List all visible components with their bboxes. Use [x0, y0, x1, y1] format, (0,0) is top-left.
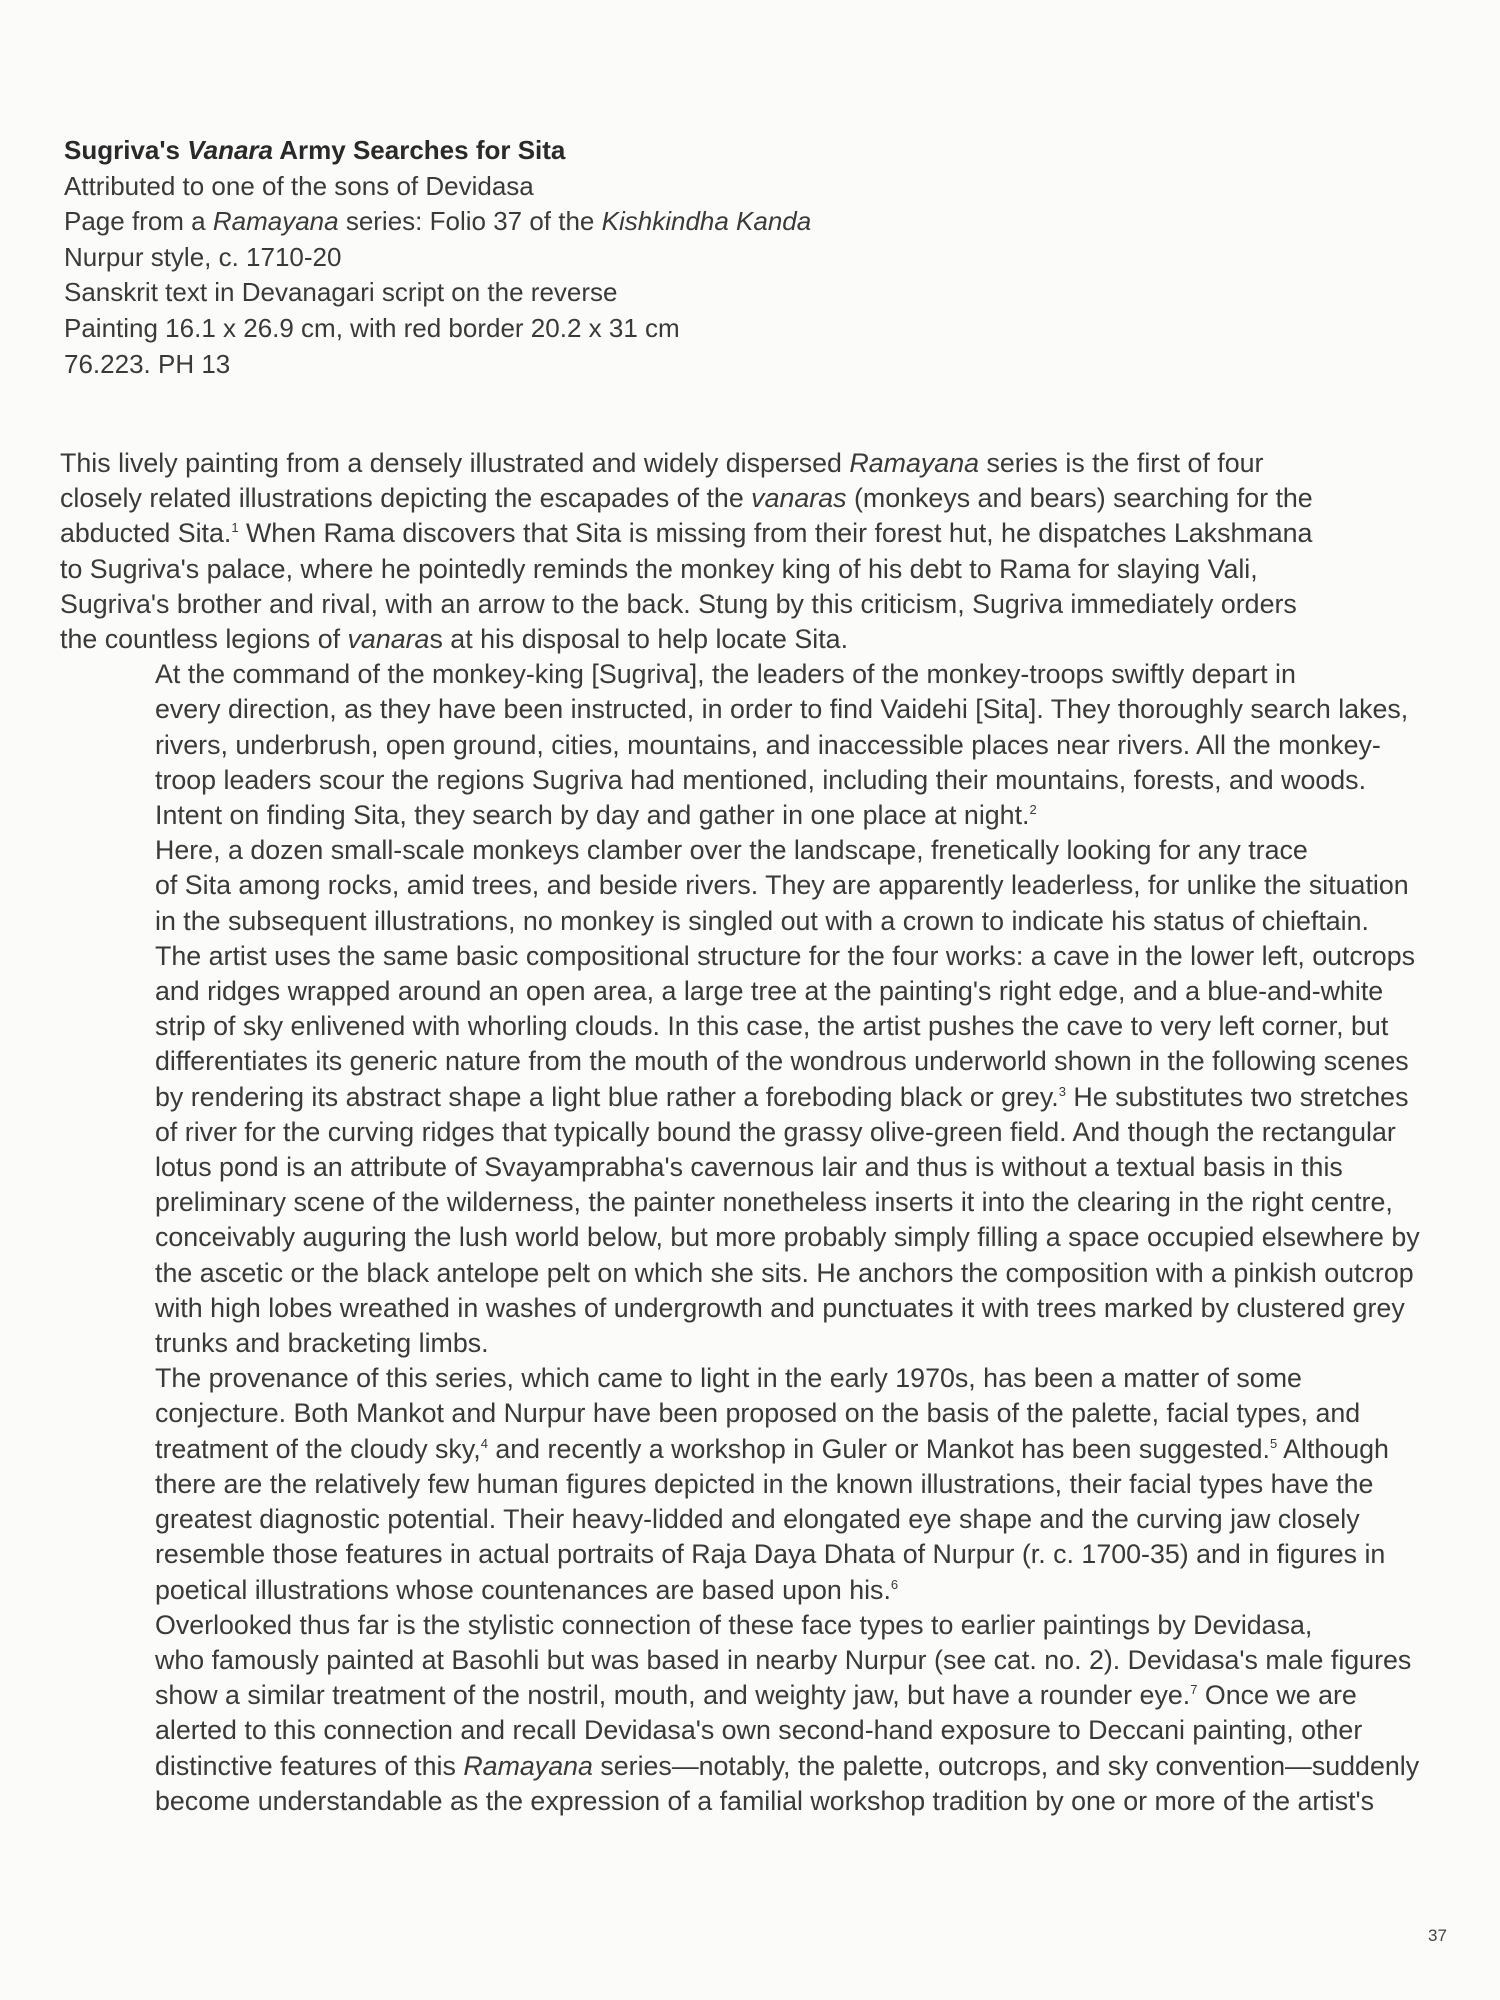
- footnote-ref-1: 1: [231, 520, 239, 536]
- footnote-ref-7: 7: [1190, 1682, 1198, 1698]
- entry-dimensions: Painting 16.1 x 26.9 cm, with red border 20.2 x 31 cm: [64, 312, 680, 343]
- catalogue-entry-header: [64, 133, 964, 382]
- paragraph-1: This lively painting from a densely illustrated and widely dispersed Ramayana series is the first of four closely related illustrations depicting the escapades of the vanaras (monkeys and bears) searching for the abducted Sita.$^1$ When Rama discovers that Sita is missing from their forest hut, he dispatches Lakshmana to Sugriva's palace, where he pointedly reminds the monkey king of his debt to Rama for slaying Vali, Sugriva's brother and rival, with an arrow to the back. Stung by this criticism, Sugriva immediately orders the countless legions of vanaras at his disposal to help locate Sita.: [60, 448, 1313, 655]
- footnote-ref-3: 3: [1058, 1083, 1066, 1099]
- paragraph-4: The provenance of this series, which came to light in the early 1970s, has been a matter of some conjecture. Both Mankot and Nurpur have been proposed on the basis of the palette, facial types, and treatment of the cloudy sky,$^4$ and recently a workshop in Guler or Mankot has been suggested.$^5$ Although there are the relatively few human figures depicted in the known illustrations, their facial types have the greatest diagnostic potential. Their heavy-lidded and elongated eye shape and the curving jaw closely resemble those features in actual portraits of Raja Daya Dhata of Nurpur (r. c. 1700-35) and in figures in poetical illustrations whose countenances are based upon his.$^6$: [155, 1363, 1389, 1605]
- entry-style-date: Nurpur style, c. 1710-20: [64, 241, 342, 272]
- paragraph-5: Overlooked thus far is the stylistic connection of these face types to earlier paintings by Devidasa, who famously painted at Basohli but was based in nearby Nurpur (see cat. no. 2). Devidasa's male figures show a similar treatment of the nostril, mouth, and weighty jaw, but have a rounder eye.$^7$ Once we are alerted to this connection and recall Devidasa's own second-hand exposure to Deccani painting, other distinctive features of this Ramayana series—notably, the palette, outcrops, and sky convention—suddenly become understandable as the expression of a familial workshop tradition by one or more of the artist's: [155, 1609, 1420, 1816]
- entry-title: Sugriva's Vanara Army Searches for Sita: [64, 135, 566, 165]
- footnote-ref-5: 5: [1269, 1435, 1278, 1451]
- essay-body: [60, 446, 1445, 1819]
- paragraph-2-quotation: At the command of the monkey-king [Sugriva], the leaders of the monkey-troops swiftly depart in every direction, as they have been instructed, in order to find Vaidehi [Sita]. They thoroughly search lakes, rivers, underbrush, open ground, cities, mountains, and inaccessible places near rivers. All the monkey- troop leaders scour the regions Sugriva had mentioned, including their mountains, forests, and woods. Intent on finding Sita, they search by day and gather in one place at night.$^2$: [155, 659, 1409, 831]
- paragraph-3: Here, a dozen small-scale monkeys clamber over the landscape, frenetically looking for any trace of Sita among rocks, amid trees, and beside rivers. They are apparently leaderless, for unlike the situation in the subsequent illustrations, no monkey is singled out with a crown to indicate his status of chieftain. The artist uses the same basic compositional structure for the four works: a cave in the lower left, outcrops and ridges wrapped around an open area, a large tree at the painting's right edge, and a blue-and-white strip of sky enlivened with whorling clouds. In this case, the artist pushes the cave to very left corner, but differentiates its generic nature from the mouth of the wondrous underworld shown in the following scenes by rendering its abstract shape a light blue rather a foreboding black or grey.$^3$ He substitutes two stretches of river for the curving ridges that typically bound the grassy olive-green field. And though the rectangular lotus pond is an attribute of Svayamprabha's cavernous lair and thus is without a textual basis in this preliminary scene of the wilderness, the painter nonetheless inserts it into the clearing in the right centre, conceivably auguring the lush world below, but more probably simply filling a space occupied elsewhere by the ascetic or the black antelope pelt on which she sits. He anchors the composition with a pinkish outcrop with high lobes wreathed in washes of undergrowth and punctuates it with trees marked by clustered grey trunks and bracketing limbs.: [155, 835, 1420, 1359]
- entry-text-note: Sanskrit text in Devanagari script on the reverse: [64, 277, 618, 308]
- footnote-ref-2: 2: [1029, 802, 1037, 818]
- page-number: 37: [1428, 1926, 1447, 1945]
- entry-source: Page from a Ramayana series: Folio 37 of the Kishkindha Kanda: [64, 206, 812, 237]
- footnote-ref-4: 4: [480, 1435, 488, 1451]
- entry-attribution: Attributed to one of the sons of Devidasa: [64, 170, 534, 201]
- footnote-ref-6: 6: [890, 1576, 899, 1592]
- entry-accession: 76.223. PH 13: [64, 348, 231, 379]
